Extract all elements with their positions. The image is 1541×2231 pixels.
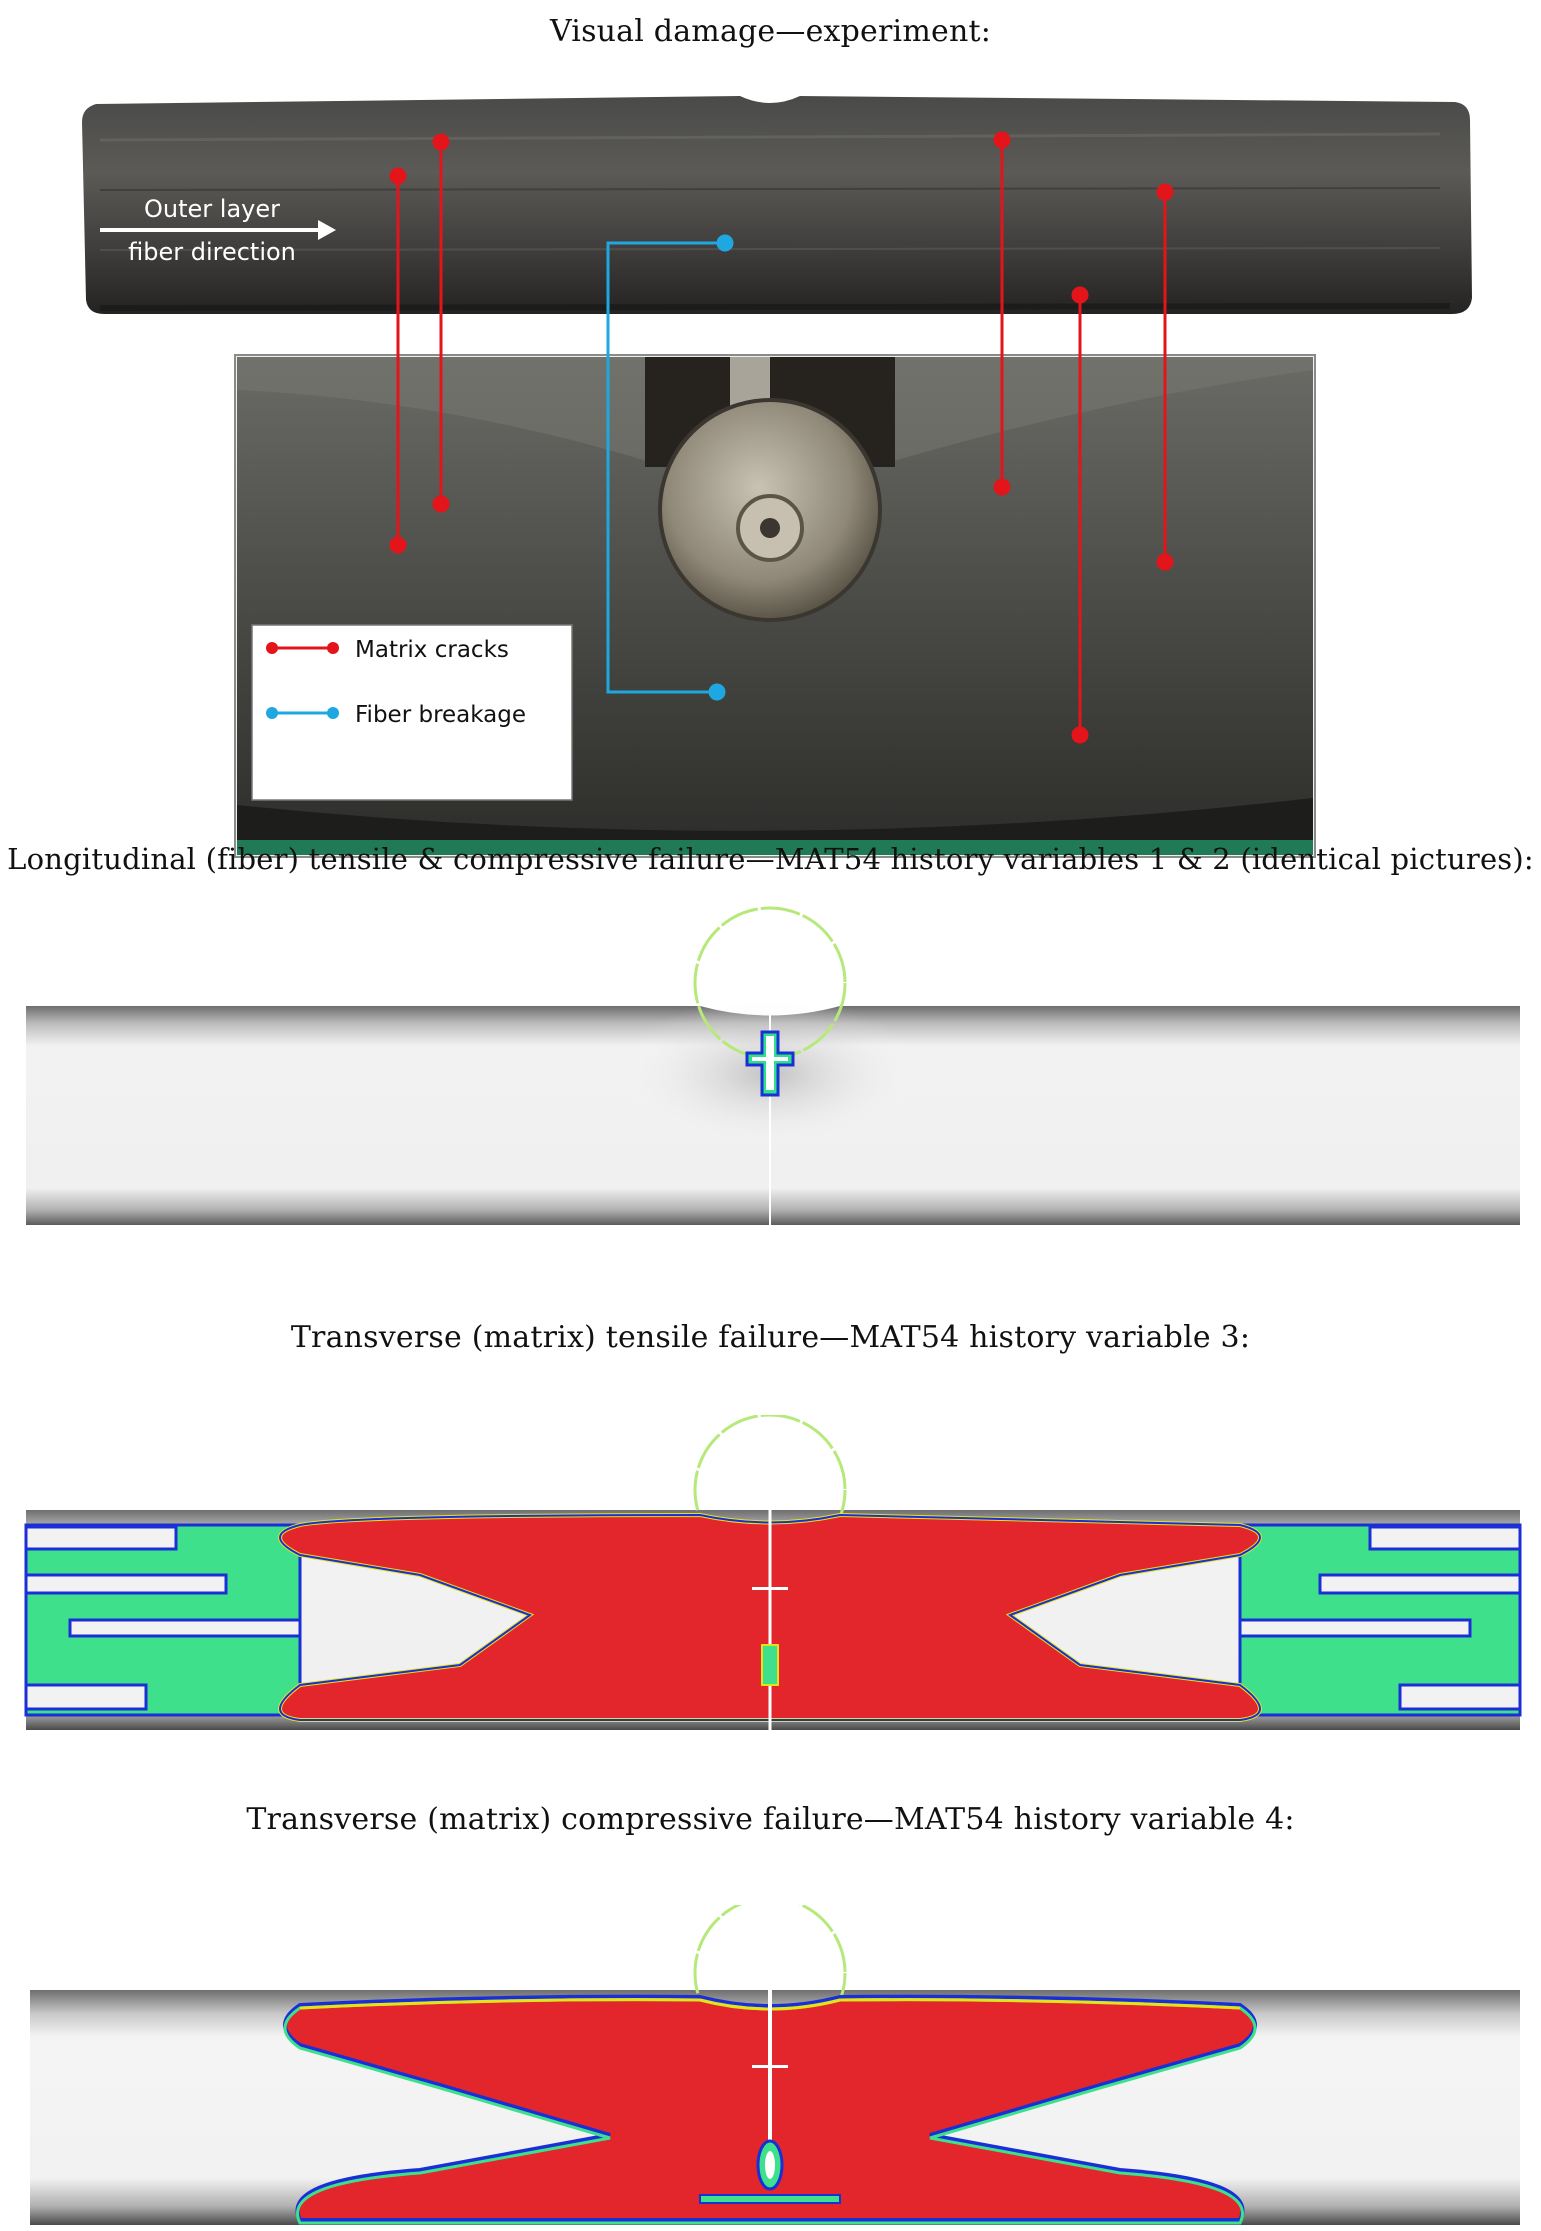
sim-longitudinal bbox=[0, 905, 1541, 1225]
fiber-direction-label-2: fiber direction bbox=[128, 238, 296, 266]
sim-transverse-tensile bbox=[0, 1415, 1541, 1735]
caption-transverse-compressive: Transverse (matrix) compressive failure—MAT54 history variable 4: bbox=[246, 1802, 1295, 1837]
caption-transverse-tensile: Transverse (matrix) tensile failure—MAT54 history variable 3: bbox=[290, 1320, 1251, 1355]
sim-transverse-compressive bbox=[0, 1905, 1541, 2225]
experiment-photo bbox=[0, 70, 1541, 870]
fiber-direction-label-1: Outer layer bbox=[144, 195, 280, 223]
beam-specimen bbox=[82, 96, 1472, 314]
legend-fiber-breakage: Fiber breakage bbox=[355, 702, 527, 728]
caption-experiment: Visual damage—experiment: bbox=[549, 14, 992, 49]
caption-longitudinal: Longitudinal (fiber) tensile & compressive failure—MAT54 history variables 1 & 2 (identical pictures): bbox=[7, 842, 1534, 876]
legend-matrix-cracks: Matrix cracks bbox=[355, 637, 509, 663]
